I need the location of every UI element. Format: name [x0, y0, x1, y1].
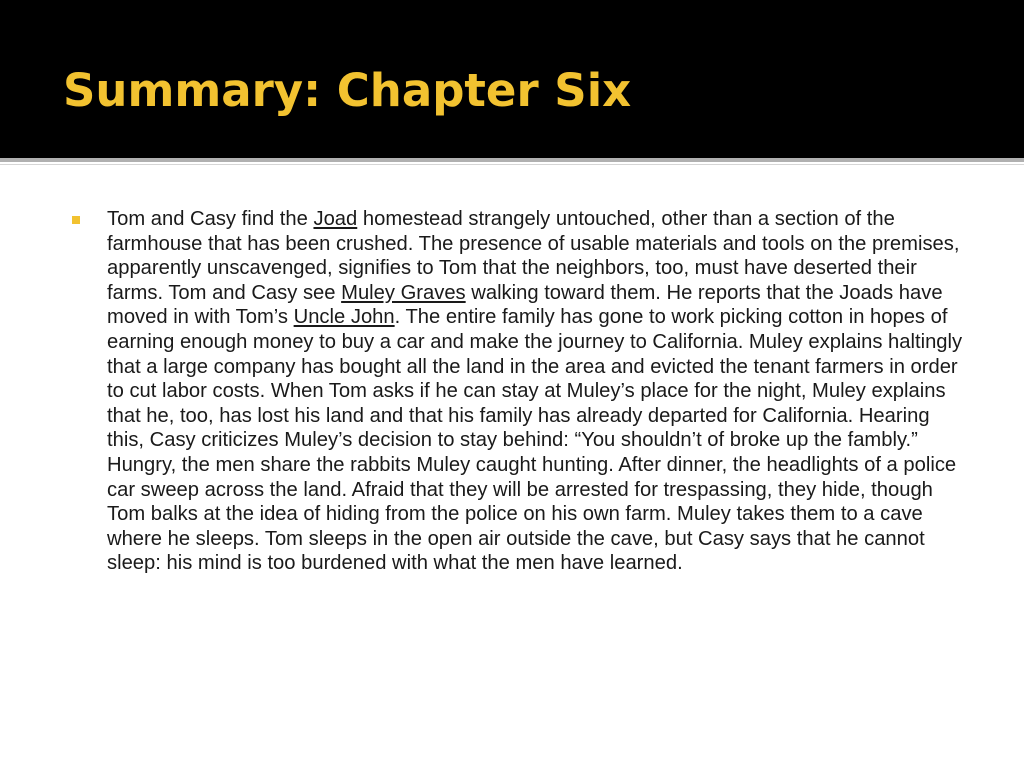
square-bullet-icon: [72, 216, 80, 224]
slide-body: [72, 207, 972, 576]
link-muley-graves[interactable]: Muley Graves: [341, 281, 466, 304]
title-divider: [0, 158, 1024, 162]
text-segment: homestead strangely untouched, other than a section of the farmhouse that has been crushed. The presence of usable materials and tools on the premises, apparently unscavenged, signifies to Tom that the neighbors, too, must have deserted their farms. Tom and Casy see: [107, 208, 960, 304]
text-segment: walking toward them. He reports that the Joads have moved in with Tom’s: [107, 281, 943, 329]
text-segment: Tom and Casy find the: [107, 208, 314, 230]
title-divider-thin: [0, 164, 1024, 165]
link-joad[interactable]: Joad: [313, 208, 358, 230]
link-uncle-john[interactable]: Uncle John: [293, 306, 395, 329]
summary-paragraph: [107, 207, 969, 576]
text-segment: . The entire family has gone to work picking cotton in hopes of earning enough money to buy a car and make the journey to California. Muley explains haltingly that a large company has bought all the land in the area and evicted the tenant farmers in order to cut labor costs. When Tom asks if he can stay at Muley’s place for the night, Muley explains that he, too, has lost his land and that his family has already departed for California. Hearing this, Casy criticizes Muley’s decision to stay behind: “You shouldn’t of broke up the fambly.” Hungry, the men share the rabbits Muley caught hunting. After dinner, the headlights of a police car sweep across the land. Afraid that they will be arrested for trespassing, they hide, though Tom balks at the idea of hiding from the police on his own farm. Muley takes them to a cave where he sleeps. Tom sleeps in the open air outside the cave, but Casy says that he cannot sleep: his mind is too burdened with what the men have learned.: [107, 306, 963, 575]
title-band: [0, 0, 1024, 158]
slide-title: Summary: Chapter Six: [63, 64, 632, 117]
bullet-item: [72, 207, 972, 576]
